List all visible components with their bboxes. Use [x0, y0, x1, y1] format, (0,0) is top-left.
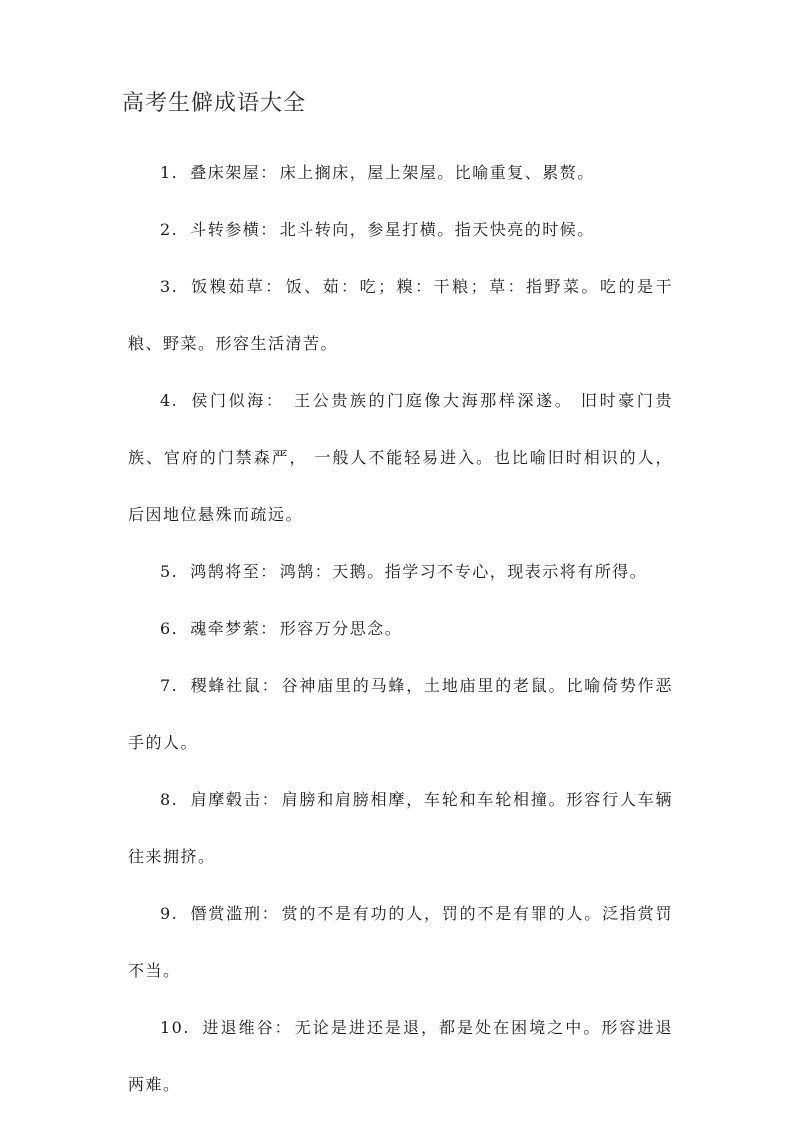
idiom-definition: 肩膀和肩膀相摩，车轮和车轮相撞。形容行人车辆往来拥挤。 [128, 790, 673, 866]
idiom-entry [128, 543, 673, 600]
idiom-term: 稷蜂社鼠： [190, 676, 280, 695]
entry-number: 10. [160, 1018, 190, 1037]
idiom-definition: 饭、茹：吃；糗：干粮；草：指野菜。吃的是干粮、野菜。形容生活清苦。 [128, 277, 673, 353]
idiom-term: 饭糗茹草： [190, 277, 284, 296]
entry-number: 5. [160, 562, 179, 581]
idiom-term: 鸿鹄将至： [190, 562, 278, 581]
idiom-entry [128, 999, 673, 1113]
entry-number: 6. [160, 619, 179, 638]
entry-number: 1. [160, 163, 179, 182]
entry-number: 3. [160, 277, 179, 296]
idiom-entry [128, 600, 673, 657]
document-title: 高考生僻成语大全 [122, 91, 307, 116]
entry-number: 7. [160, 676, 179, 695]
idiom-entry [128, 201, 673, 258]
idiom-term: 肩摩毂击： [190, 790, 280, 809]
idiom-definition: 谷神庙里的马蜂，土地庙里的老鼠。比喻倚势作恶手的人。 [128, 676, 673, 752]
idiom-entry [128, 144, 673, 201]
idiom-entry [128, 258, 673, 372]
entry-number: 9. [160, 904, 179, 923]
idiom-term: 斗转参横： [190, 220, 278, 239]
idiom-entry [128, 657, 673, 771]
idiom-list [128, 144, 673, 1113]
idiom-definition: 形容万分思念。 [279, 619, 403, 638]
idiom-definition: 床上搁床，屋上架屋。比喻重复、累赘。 [279, 163, 595, 182]
idiom-entry [128, 372, 673, 543]
entry-number: 2. [160, 220, 179, 239]
idiom-definition: 王公贵族的门庭像大海那样深遂。 旧时豪门贵族、官府的门禁森严， 一般人不能轻易进入。也比喻旧时相识的人，后因地位悬殊而疏远。 [128, 391, 673, 524]
idiom-term: 叠床架屋： [190, 163, 278, 182]
entry-number: 4. [160, 391, 179, 410]
entry-number: 8. [160, 790, 179, 809]
idiom-term: 魂牵梦萦： [190, 619, 278, 638]
idiom-entry [128, 885, 673, 999]
idiom-definition: 北斗转向，参星打横。指天快亮的时候。 [279, 220, 595, 239]
idiom-term: 进退维谷： [201, 1018, 293, 1037]
idiom-entry [128, 771, 673, 885]
idiom-term: 僭赏滥刑： [190, 904, 280, 923]
idiom-definition: 鸿鹄：天鹅。指学习不专心，现表示将有所得。 [279, 562, 648, 581]
idiom-term: 侯门似海： [190, 391, 285, 410]
idiom-definition: 无论是进还是退，都是处在困境之中。形容进退两难。 [128, 1018, 673, 1094]
idiom-definition: 赏的不是有功的人，罚的不是有罪的人。泛指赏罚不当。 [128, 904, 673, 980]
